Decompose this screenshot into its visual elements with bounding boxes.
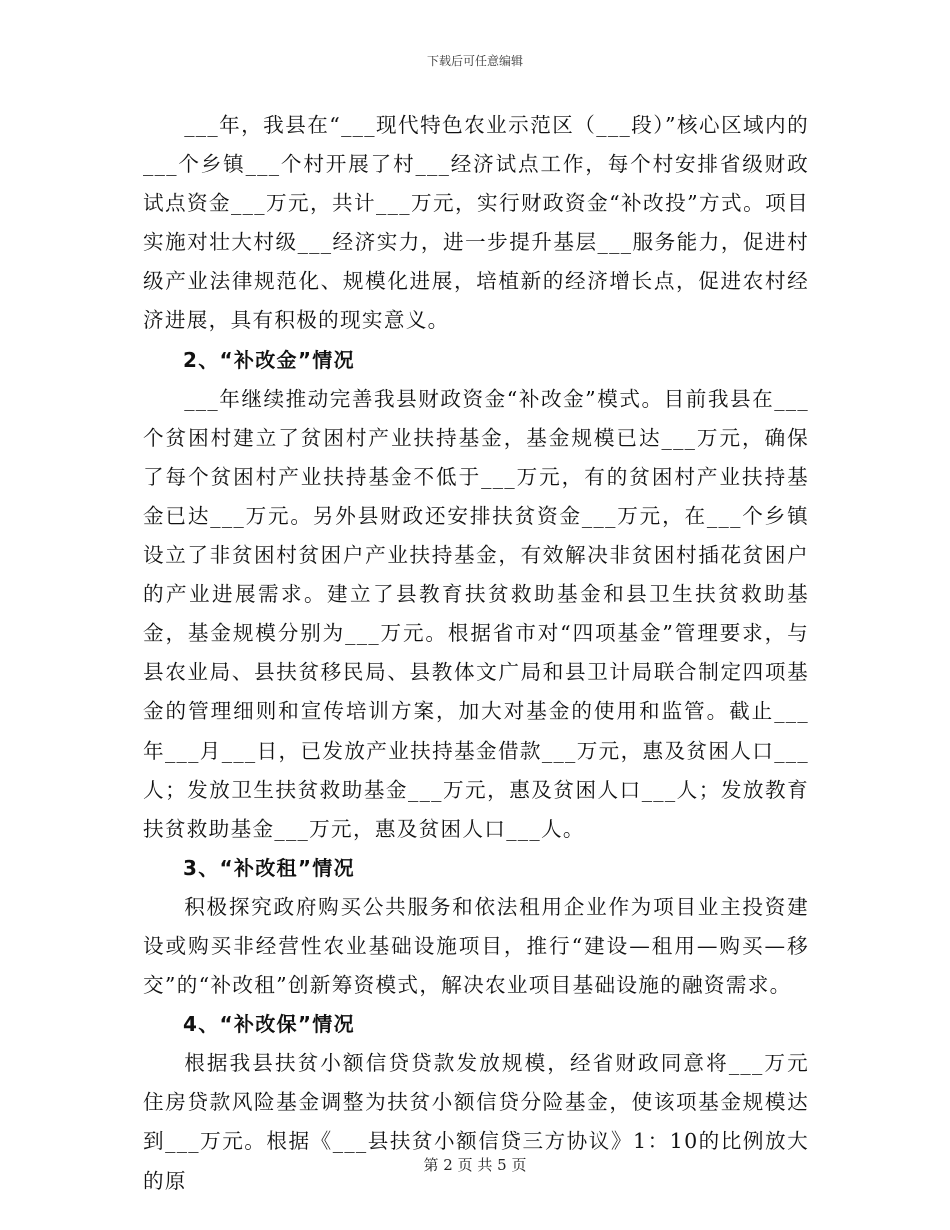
page-number-footer: 第 2 页 共 5 页 xyxy=(423,1156,527,1174)
paragraph-bugaibao: 根据我县扶贫小额信贷贷款发放规模，经省财政同意将___万元住房贷款风险基金调整为扶贫小额信贷分险基金，使该项基金规模达到___万元。根据《___县扶贫小额信贷三方协议》1：10的比例放大的原 xyxy=(143,1051,809,1193)
section-heading-bugaijin: 2、“补改金”情况 xyxy=(183,347,355,372)
page-header: 下载后可任意编辑 xyxy=(426,54,523,68)
paragraph-intro: ___年，我县在“___现代特色农业示范区（___段）”核心区域内的___个乡镇___个村开展了村___经济试点工作，每个村安排省级财政试点资金___万元，共计___万元，实行财政资金“补改投”方式。项目实施对壮大村级___经济实力，进一步提升基层___服务能力，促进村级产业法律规范化、规模化进展，培植新的经济增长点，促进农村经济进展，具有积极的现实意义。 xyxy=(143,113,809,333)
section-heading-bugaibao: 4、“补改保”情况 xyxy=(183,1012,355,1037)
section-heading-bugaizu: 3、“补改租”情况 xyxy=(183,855,355,880)
paragraph-bugaijin: ___年继续推动完善我县财政资金“补改金”模式。目前我县在___个贫困村建立了贫困村产业扶持基金，基金规模已达___万元，确保了每个贫困村产业扶持基金不低于___万元，有的贫困村产业扶持基金已达___万元。另外县财政还安排扶贫资金___万元，在___个乡镇设立了非贫困村贫困户产业扶持基金，有效解决非贫困村插花贫困户的产业进展需求。建立了县教育扶贫救助基金和县卫生扶贫救助基金，基金规模分别为___万元。根据省市对“四项基金”管理要求，与县农业局、县扶贫移民局、县教体文广局和县卫计局联合制定四项基金的管理细则和宣传培训方案，加大对基金的使用和监管。截止___年___月___日，已发放产业扶持基金借款___万元，惠及贫困人口___人；发放卫生扶贫救助基金___万元，惠及贫困人口___人；发放教育扶贫救助基金___万元，惠及贫困人口___人。 xyxy=(143,386,809,841)
document-body xyxy=(143,106,809,1201)
paragraph-bugaizu: 积极探究政府购买公共服务和依法租用企业作为项目业主投资建设或购买非经营性农业基础设施项目，推行“建设—租用—购买—移交”的“补改租”创新筹资模式，解决农业项目基础设施的融资需求。 xyxy=(143,894,809,998)
